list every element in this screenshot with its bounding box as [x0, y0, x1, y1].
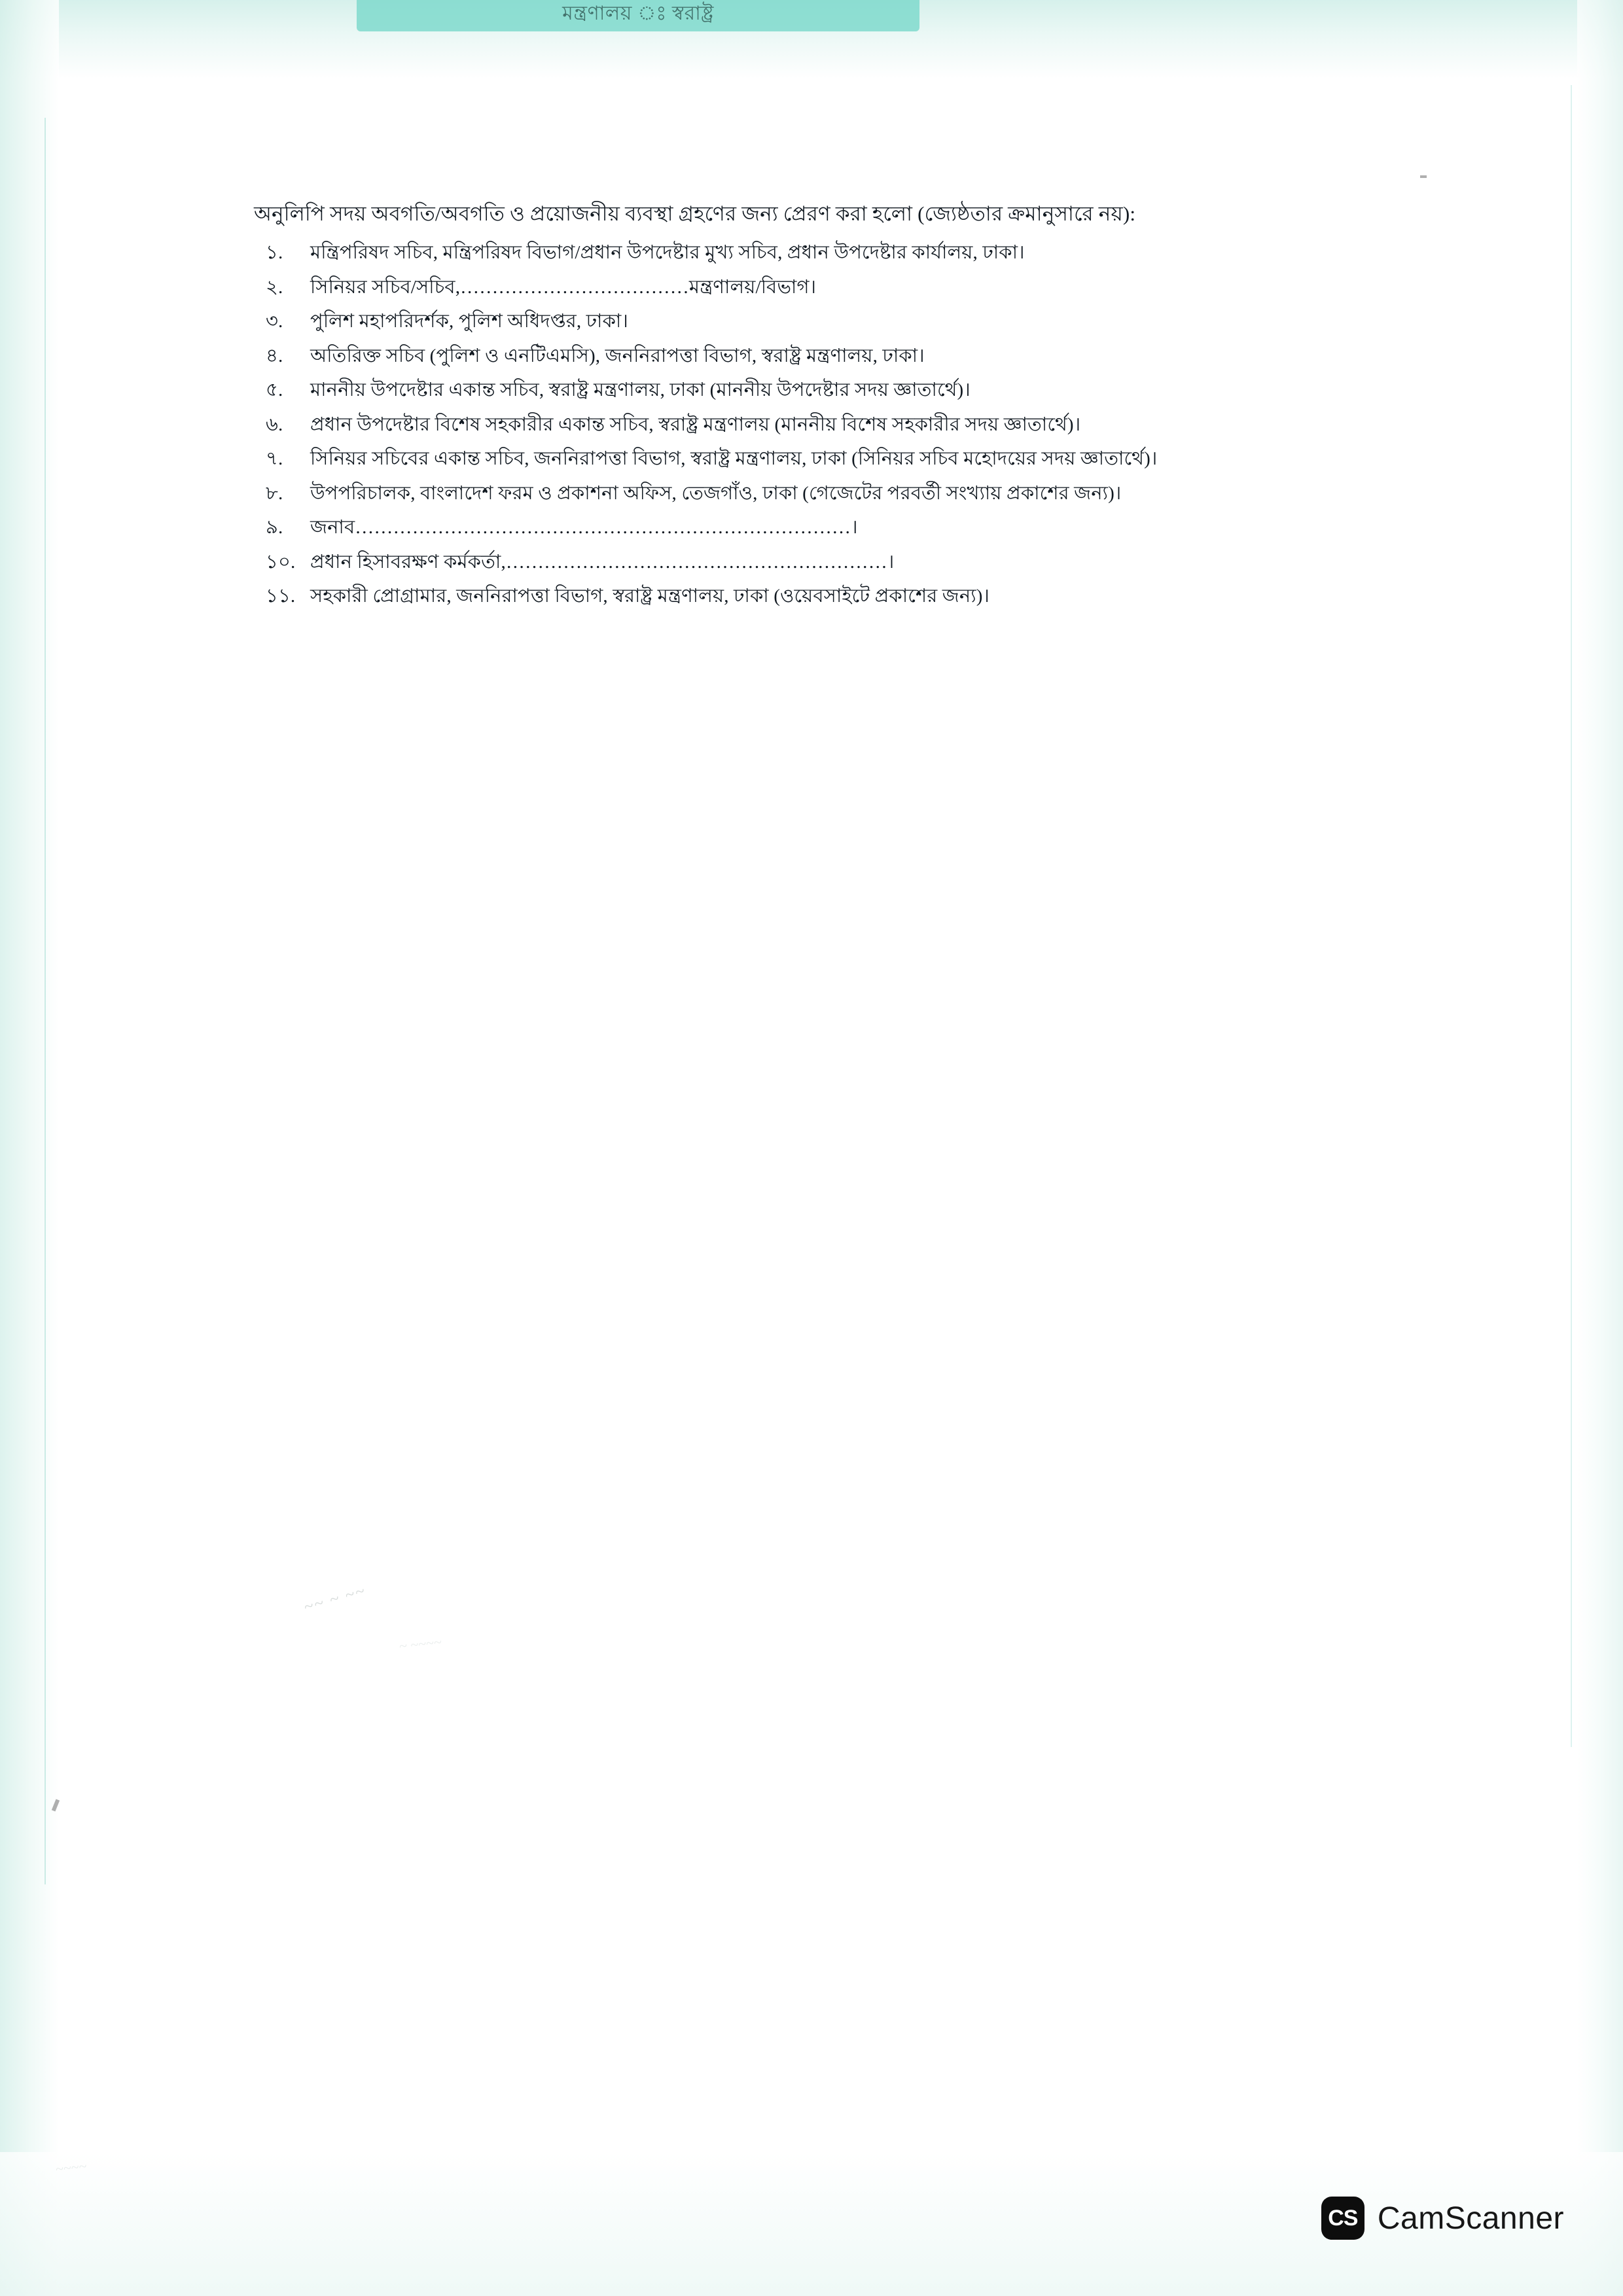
list-item	[254, 376, 1406, 405]
list-item-text: মন্ত্রিপরিষদ সচিব, মন্ত্রিপরিষদ বিভাগ/প্রধান উপদেষ্টার মুখ্য সচিব, প্রধান উপদেষ্টার কার্যালয়, ঢাকা।	[310, 242, 1025, 264]
list-item-number: ৬.	[266, 414, 283, 435]
list-item	[254, 514, 1406, 542]
list-item	[254, 445, 1406, 474]
camscanner-logo-icon: CS	[1321, 2197, 1364, 2240]
scan-smudge: ‌‌‍‍‎‎⁠⁠ ~~ ~ ~~	[296, 1580, 368, 1619]
scan-edge-line-left	[45, 118, 46, 1884]
list-item-number: ১০.	[266, 551, 296, 573]
copy-distribution-list	[254, 239, 1406, 611]
list-item-number: ৭.	[266, 448, 283, 470]
scan-tint-left	[0, 0, 59, 2296]
scan-smudge: ~~~~	[54, 2157, 88, 2178]
list-item-number: ১.	[266, 242, 283, 264]
list-item-number: ৮.	[266, 482, 283, 504]
list-item-text: প্রধান হিসাবরক্ষণ কর্মকর্তা,……………………………………………………।	[310, 551, 895, 573]
list-item	[254, 274, 1406, 302]
list-item	[254, 239, 1406, 268]
copy-distribution-intro: অনুলিপি সদয় অবগতি/অবগতি ও প্রয়োজনীয় ব্যবস্থা গ্রহণের জন্য প্রেরণ করা হলো (জ্যেষ্ঠতার ক্রমানুসারে নয়):	[254, 202, 1136, 225]
list-item-text: মাননীয় উপদেষ্টার একান্ত সচিব, স্বরাষ্ট্র মন্ত্রণালয়, ঢাকা (মাননীয় উপদেষ্টার সদয় জ্ঞাতার্থে)।	[310, 380, 971, 401]
list-item-number: ৩.	[266, 311, 283, 332]
list-item-text: সহকারী প্রোগ্রামার, জননিরাপত্তা বিভাগ, স্বরাষ্ট্র মন্ত্রণালয়, ঢাকা (ওয়েবসাইটে প্রকাশের জন্য)।	[310, 586, 990, 607]
camscanner-watermark	[1321, 2197, 1564, 2240]
list-item	[254, 548, 1406, 577]
list-item	[254, 308, 1406, 336]
list-item-number: ১১.	[266, 586, 296, 607]
list-item-text: অতিরিক্ত সচিব (পুলিশ ও এনটিএমসি), জননিরাপত্তা বিভাগ, স্বরাষ্ট্র মন্ত্রণালয়, ঢাকা।	[310, 345, 925, 366]
list-item-text: সিনিয়র সচিব/সচিব,………………………………মন্ত্রণালয়/বিভাগ।	[310, 276, 817, 298]
list-item-text: পুলিশ মহাপরিদর্শক, পুলিশ অধিদপ্তর, ঢাকা।	[310, 311, 628, 332]
list-item-number: ৫.	[266, 380, 283, 401]
list-item-number: ৪.	[266, 345, 283, 366]
list-item-text: সিনিয়র সচিবের একান্ত সচিব, জননিরাপত্তা বিভাগ, স্বরাষ্ট্র মন্ত্রণালয়, ঢাকা (সিনিয়র সচিব মহোদয়ের সদয় জ্ঞাতার্থে)।	[310, 448, 1158, 470]
scan-edge-line-right	[1571, 85, 1572, 1747]
list-item	[254, 411, 1406, 440]
list-item-text: প্রধান উপদেষ্টার বিশেষ সহকারীর একান্ত সচিব, স্বরাষ্ট্র মন্ত্রণালয় (মাননীয় বিশেষ সহকারীর সদয় জ্ঞাতার্থে)।	[310, 414, 1081, 435]
camscanner-label: CamScanner	[1377, 2200, 1564, 2236]
page-top-clipped-text: মন্ত্রণালয় ঃ স্বরাষ্ট্র	[562, 3, 714, 24]
list-item-number: ২.	[266, 276, 283, 298]
list-item	[254, 480, 1406, 508]
list-item	[254, 582, 1406, 611]
scan-smudge: ~ ~~~~	[398, 1633, 443, 1655]
scan-speck	[1420, 175, 1427, 178]
document-body	[254, 200, 1406, 617]
list-item-text: উপপরিচালক, বাংলাদেশ ফরম ও প্রকাশনা অফিস, তেজগাঁও, ঢাকা (গেজেটের পরবর্তী সংখ্যায় প্রকাশের জন্য)।	[310, 482, 1122, 504]
list-item-number: ৯.	[266, 517, 283, 539]
list-item	[254, 342, 1406, 371]
scan-tint-right	[1577, 0, 1623, 2296]
list-item-text: জনাব……………………………………………………………………।	[310, 517, 858, 539]
